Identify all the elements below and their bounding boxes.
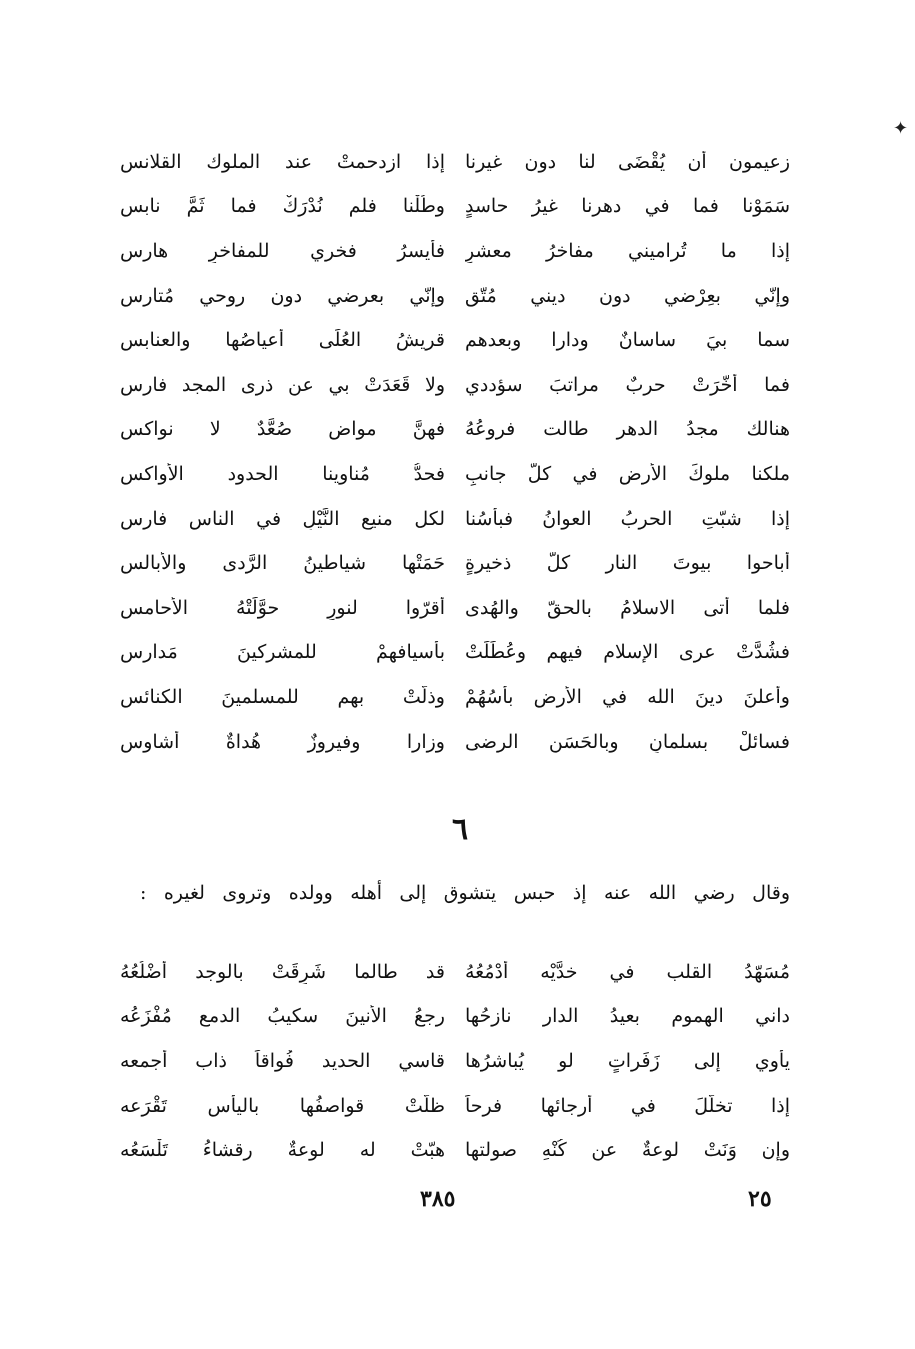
second-hemistich: رجعُ الأنينَ سكيبُ الدمع مُفْزَعُه (120, 1005, 445, 1028)
second-hemistich: حَمَتْها شياطينُ الرَّدى والأبالس (120, 552, 445, 575)
verse (120, 497, 790, 542)
first-hemistich: داني الهموم بعيدُ الدار نازحُها (465, 1005, 790, 1028)
first-hemistich: مُسَهّدُ القلب في خدَّيْه أدْمُعُهُ (465, 960, 790, 983)
second-hemistich: وزارا وفيروزٌ هُداةٌ أشاوس (120, 730, 445, 753)
second-hemistich: فهنَّ مواضٍ صُعَّدٌ لا نواكس (120, 418, 445, 441)
verse (120, 452, 790, 497)
verse (120, 363, 790, 408)
second-hemistich: إذا ازدحمتْ عند الملوك القلانس (120, 150, 445, 173)
verse (120, 318, 790, 363)
first-hemistich: وأعلنَ دينَ الله في الأرض بأسُهُمْ (465, 686, 790, 709)
margin-mark: ✦ (893, 118, 909, 139)
first-hemistich: وإنّي بعِرْضي دون ديني مُتّقٍ (465, 284, 790, 307)
verse (120, 229, 790, 274)
first-hemistich: فما أخّرَتْ حربٌ مراتبَ سؤددي (465, 373, 790, 396)
second-hemistich: وطُلْنا فلم نُدْرَكْ فما ثَمَّ نابس (120, 195, 445, 218)
verse (120, 950, 790, 995)
first-hemistich: سما بيَ ساسانٌ ودارا وبعدهم (465, 329, 790, 352)
verse (120, 1128, 790, 1173)
second-hemistich: وذلّتْ بهم للمسلمينَ الكنائس (120, 686, 445, 709)
second-hemistich: وإنّي بعرضي دون روحي مُتارس (120, 284, 445, 307)
verse (120, 720, 790, 765)
second-hemistich: أقرّوا لنورٍ حوَّلَتْهُ الأحامس (120, 596, 445, 619)
first-hemistich: سَمَوْنا فما في دهرنا غيرُ حاسدٍ (465, 195, 790, 218)
verse (120, 1084, 790, 1129)
first-hemistich: زعيمون أن يُقْضَى لنا دون غيرنا (465, 150, 790, 173)
verse (120, 995, 790, 1040)
second-hemistich: هبّتْ له لوعةٌ رقشاءُ تَلْسَعُه (120, 1139, 445, 1162)
first-hemistich: ملكنا ملوكَ الأرض في كلّ جانبٍ (465, 463, 790, 486)
second-hemistich: قد طالما شَرِقَتْ بالوجد أضْلُعُهُ (120, 960, 445, 983)
poem-1 (120, 140, 790, 764)
verse (120, 274, 790, 319)
first-hemistich: فشُدَّتْ عرى الإسلام فيهم وعُطِّلَتْ (465, 641, 790, 664)
second-hemistich: بأسيافهمْ للمشركينَ مَدارس (120, 641, 445, 664)
verse (120, 541, 790, 586)
first-hemistich: إذا شبّتِ الحربُ العوانُ فبأسُنا (465, 507, 790, 530)
verse (120, 586, 790, 631)
first-hemistich: وإن وَنَتْ لوعةٌ عن كُنْهِ صولتها (465, 1139, 790, 1162)
page-number-right: ٢٥ (748, 1186, 772, 1212)
second-hemistich: فأيسرُ فخري للمفاخرِ هارس (120, 240, 445, 263)
second-hemistich: لكل منيعِ النَّيْلِ في الناس فارس (120, 507, 445, 530)
verse (120, 408, 790, 453)
poem-introduction: وقال رضي الله عنه إذ حبس يتشوق إلى أهله وولده وتروى لغيره : (140, 882, 790, 904)
verse (120, 1039, 790, 1084)
second-hemistich: ظلّتْ قواصفُها باليأس تَقْرَعه (120, 1094, 445, 1117)
first-hemistich: فلما أتى الاسلامُ بالحقّ والهُدى (465, 596, 790, 619)
first-hemistich: إذا تخلّلَ في أرجائها فرحاً (465, 1094, 790, 1117)
page-number-center: ٣٨٥ (420, 1186, 456, 1212)
verse (120, 140, 790, 185)
first-hemistich: هنالك مجدُ الدهر طالت فروعُهُ (465, 418, 790, 441)
verse (120, 675, 790, 720)
first-hemistich: إذا ما تُراميني مفاخرُ معشرٍ (465, 240, 790, 263)
second-hemistich: قريشُ العُلَى أعياصُها والعنابس (120, 329, 445, 352)
verse (120, 185, 790, 230)
poem-2 (120, 950, 790, 1173)
section-number: ٦ (451, 812, 469, 847)
first-hemistich: يأوي إلى زَفَراتٍ لو يُباشرُها (465, 1050, 790, 1073)
first-hemistich: فسائلْ بسلمانٍ وبالحَسَنِ الرضى (465, 730, 790, 753)
second-hemistich: فحدُّ مُناوينا الحدود الأواكس (120, 463, 445, 486)
verse (120, 631, 790, 676)
first-hemistich: أباحوا بيوتَ النار كلَّ ذخيرةٍ (465, 552, 790, 575)
second-hemistich: ولا قَعَدَتْ بي عن ذرى المجد فارس (120, 373, 445, 396)
second-hemistich: قاسي الحديد فُواقاً ذاب أجمعه (120, 1050, 445, 1073)
